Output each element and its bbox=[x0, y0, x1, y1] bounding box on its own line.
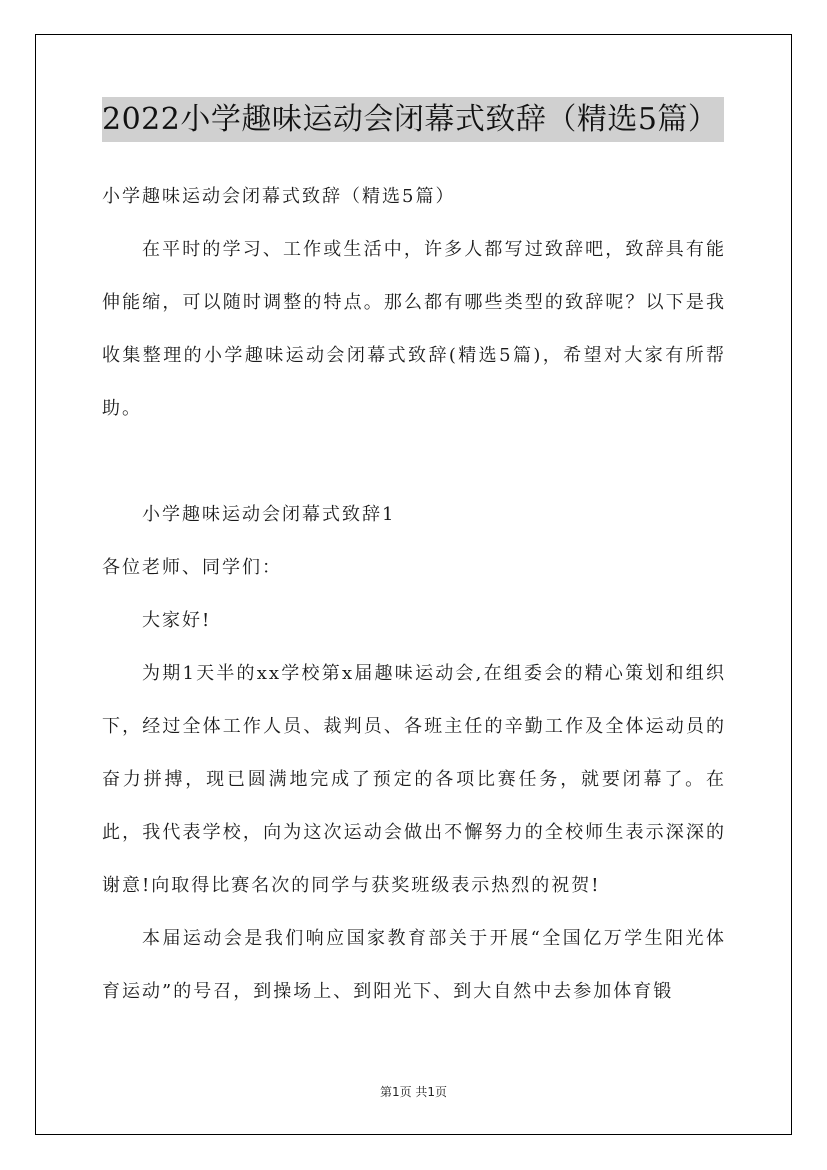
salutation: 各位老师、同学们： bbox=[102, 557, 282, 578]
section-heading: 小学趣味运动会闭幕式致辞1 bbox=[142, 504, 396, 525]
greeting: 大家好! bbox=[142, 610, 212, 631]
document-title: 2022小学趣味运动会闭幕式致辞（精选5篇） bbox=[102, 102, 719, 137]
intro-paragraph: 在平时的学习、工作或生活中，许多人都写过致辞吧，致辞具有能伸能缩，可以随时调整的特点。那么都有哪些类型的致辞呢？以下是我收集整理的小学趣味运动会闭幕式致辞(精选5篇)，希望对大家有所帮助。 bbox=[102, 239, 726, 419]
document-body bbox=[102, 170, 726, 1018]
page-footer: 第1页 共1页 bbox=[379, 1085, 448, 1099]
body-paragraph-2: 本届运动会是我们响应国家教育部关于开展“全国亿万学生阳光体育运动”的号召，到操场上、到阳光下、到大自然中去参加体育锻 bbox=[102, 928, 726, 1002]
subtitle: 小学趣味运动会闭幕式致辞（精选5篇） bbox=[102, 186, 456, 207]
spacer bbox=[102, 435, 726, 488]
body-paragraph-1: 为期1天半的xx学校第x届趣味运动会,在组委会的精心策划和组织下，经过全体工作人员、裁判员、各班主任的辛勤工作及全体运动员的奋力拼搏，现已圆满地完成了预定的各项比赛任务，就要闭幕了。在此，我代表学校，向为这次运动会做出不懈努力的全校师生表示深深的谢意!向取得比赛名次的同学与获奖班级表示热烈的祝贺! bbox=[102, 663, 726, 896]
